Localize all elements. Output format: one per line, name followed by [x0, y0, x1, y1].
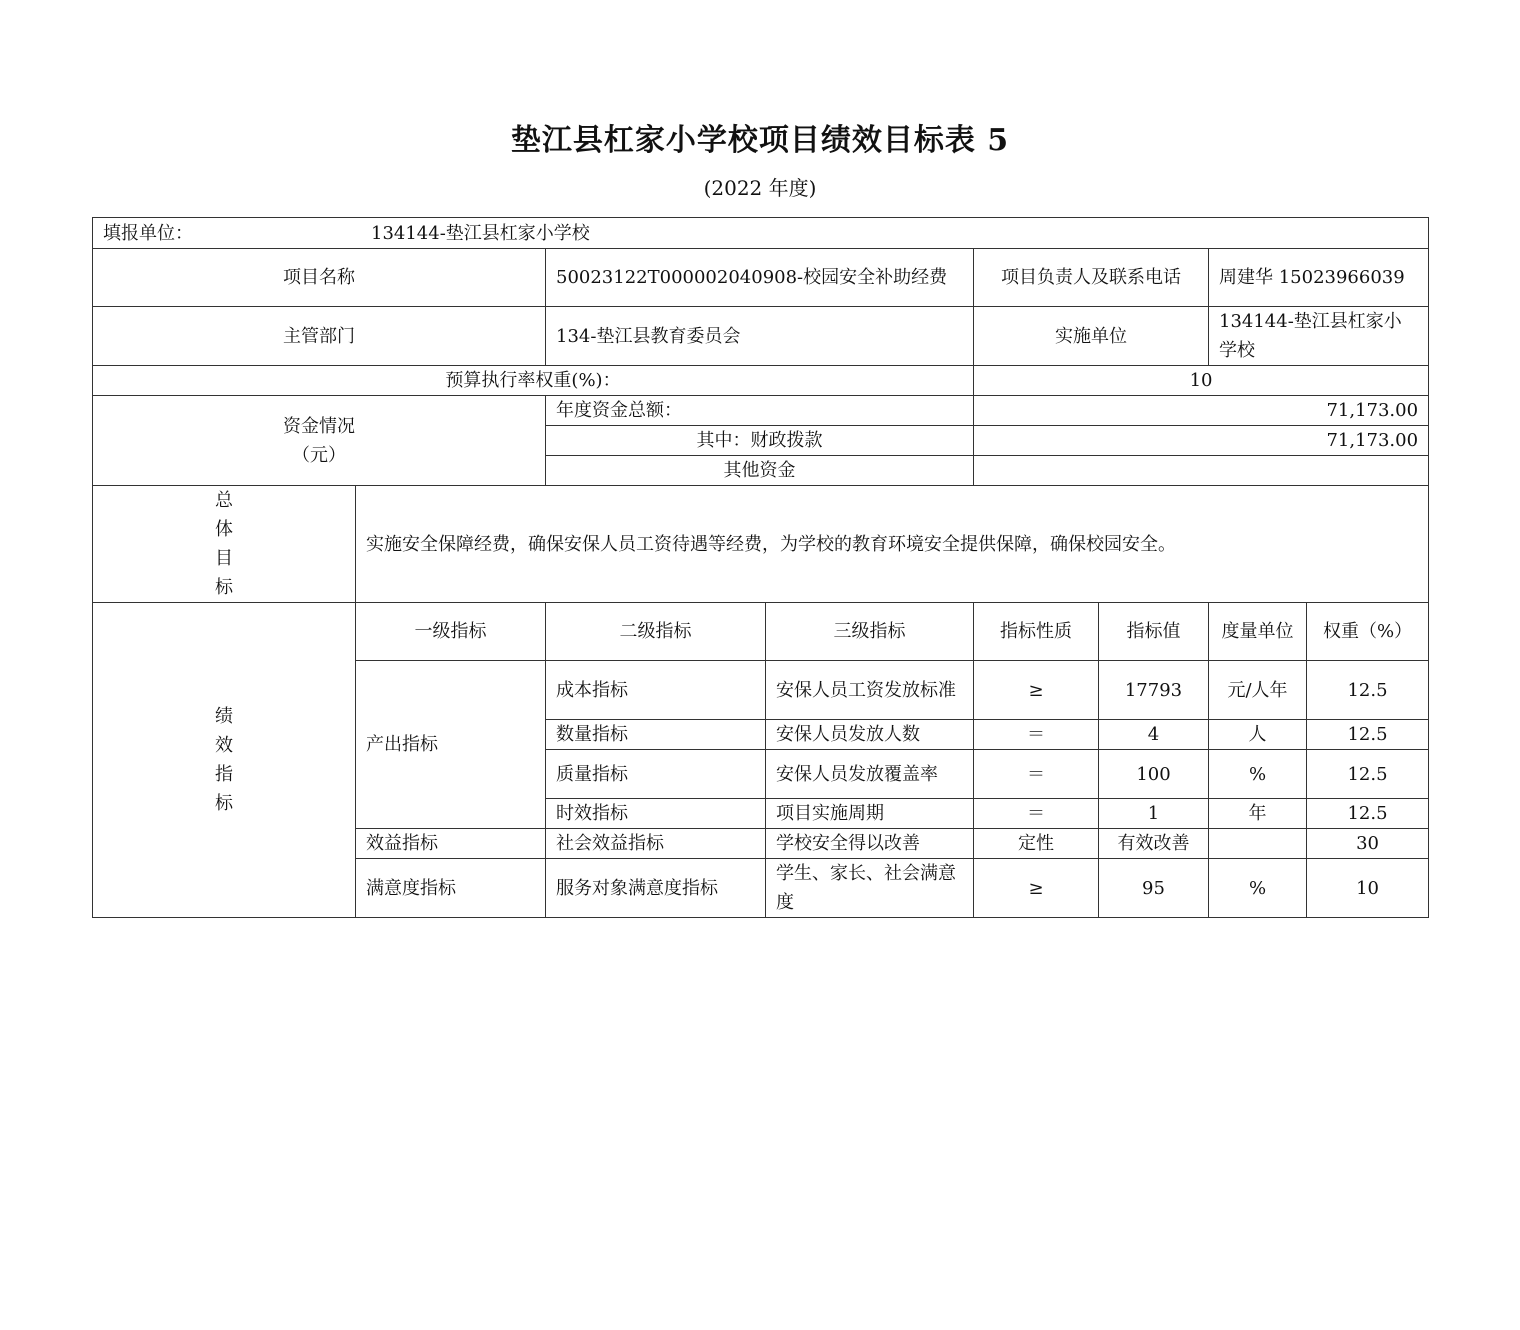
satisfaction-indicator-label: 满意度指标 [356, 859, 546, 918]
budget-rate-label: 预算执行率权重(%)： [93, 366, 974, 396]
row-unit: % [1209, 859, 1307, 918]
goal-label-char: 总 [215, 490, 233, 511]
row-level3: 安保人员发放覆盖率 [766, 750, 974, 799]
row-nature: ≥ [974, 661, 1099, 720]
row-level3: 安保人员发放人数 [766, 720, 974, 750]
row-nature: ＝ [974, 799, 1099, 829]
row-value: 100 [1099, 750, 1209, 799]
row-unit [1209, 829, 1307, 859]
budget-rate-value: 10 [974, 366, 1429, 396]
row-weight: 12.5 [1307, 661, 1429, 720]
project-name-value: 50023122T000002040908-校园安全补助经费 [546, 249, 974, 307]
performance-table [92, 217, 1429, 918]
row-weight: 12.5 [1307, 750, 1429, 799]
row-nature: ＝ [974, 750, 1099, 799]
row-level3: 学生、家长、社会满意度 [766, 859, 974, 918]
funds-fiscal-label: 其中：财政拨款 [546, 426, 974, 456]
header-level1: 一级指标 [356, 603, 546, 661]
output-indicator-label: 产出指标 [356, 661, 546, 829]
row-level2: 社会效益指标 [546, 829, 766, 859]
funds-other-value [974, 456, 1429, 486]
row-level2: 质量指标 [546, 750, 766, 799]
perf-label-char: 指 [215, 764, 233, 785]
row-weight: 30 [1307, 829, 1429, 859]
project-name-label: 项目名称 [93, 249, 546, 307]
row-nature: ＝ [974, 720, 1099, 750]
perf-label [93, 603, 356, 918]
funds-total-label: 年度资金总额： [546, 396, 974, 426]
funds-label-line1: 资金情况 [283, 415, 355, 437]
project-leader-label: 项目负责人及联系电话 [974, 249, 1209, 307]
row-level3: 学校安全得以改善 [766, 829, 974, 859]
header-nature: 指标性质 [974, 603, 1099, 661]
impl-unit-label: 实施单位 [974, 307, 1209, 366]
row-level3: 项目实施周期 [766, 799, 974, 829]
funds-total-row [93, 396, 1429, 426]
impl-unit-value: 134144-垫江县杠家小学校 [1209, 307, 1429, 366]
row-value: 1 [1099, 799, 1209, 829]
row-unit: 元/人年 [1209, 661, 1307, 720]
row-level2: 时效指标 [546, 799, 766, 829]
funds-label [93, 396, 546, 486]
goal-text: 实施安全保障经费，确保安保人员工资待遇等经费，为学校的教育环境安全提供保障，确保校园安全。 [356, 486, 1429, 603]
dept-row [93, 307, 1429, 366]
goal-label [93, 486, 356, 603]
goal-label-char: 标 [215, 577, 233, 598]
header-unit: 度量单位 [1209, 603, 1307, 661]
row-unit: % [1209, 750, 1307, 799]
page-subtitle: (2022 年度) [703, 176, 817, 200]
unit-label: 填报单位： [103, 222, 193, 244]
header-level2: 二级指标 [546, 603, 766, 661]
goal-row [93, 486, 1429, 603]
unit-cell [93, 218, 1429, 249]
row-nature: 定性 [974, 829, 1099, 859]
row-weight: 12.5 [1307, 799, 1429, 829]
funds-other-label: 其他资金 [546, 456, 974, 486]
row-value: 4 [1099, 720, 1209, 750]
goal-label-char: 体 [215, 519, 233, 540]
row-nature: ≥ [974, 859, 1099, 918]
row-level2: 服务对象满意度指标 [546, 859, 766, 918]
header-weight: 权重（%） [1307, 603, 1429, 661]
row-weight: 10 [1307, 859, 1429, 918]
row-level2: 成本指标 [546, 661, 766, 720]
row-unit: 年 [1209, 799, 1307, 829]
project-row [93, 249, 1429, 307]
unit-value: 134144-垫江县杠家小学校 [371, 222, 590, 244]
perf-label-char: 标 [215, 793, 233, 814]
header-value: 指标值 [1099, 603, 1209, 661]
benefit-indicator-label: 效益指标 [356, 829, 546, 859]
funds-total-value: 71,173.00 [974, 396, 1429, 426]
budget-rate-row [93, 366, 1429, 396]
dept-label: 主管部门 [93, 307, 546, 366]
row-value: 17793 [1099, 661, 1209, 720]
perf-label-char: 绩 [215, 706, 233, 727]
funds-fiscal-value: 71,173.00 [974, 426, 1429, 456]
row-unit: 人 [1209, 720, 1307, 750]
row-weight: 12.5 [1307, 720, 1429, 750]
row-level3: 安保人员工资发放标准 [766, 661, 974, 720]
funds-label-line2: （元） [292, 444, 346, 466]
project-leader-value: 周建华 15023966039 [1209, 249, 1429, 307]
page-title: 垫江县杠家小学校项目绩效目标表 5 [510, 123, 1010, 158]
dept-value: 134-垫江县教育委员会 [546, 307, 974, 366]
row-level2: 数量指标 [546, 720, 766, 750]
perf-label-char: 效 [215, 735, 233, 756]
row-value: 95 [1099, 859, 1209, 918]
row-value: 有效改善 [1099, 829, 1209, 859]
goal-label-char: 目 [215, 548, 233, 569]
perf-header-row [93, 603, 1429, 661]
unit-row [93, 218, 1429, 249]
header-level3: 三级指标 [766, 603, 974, 661]
